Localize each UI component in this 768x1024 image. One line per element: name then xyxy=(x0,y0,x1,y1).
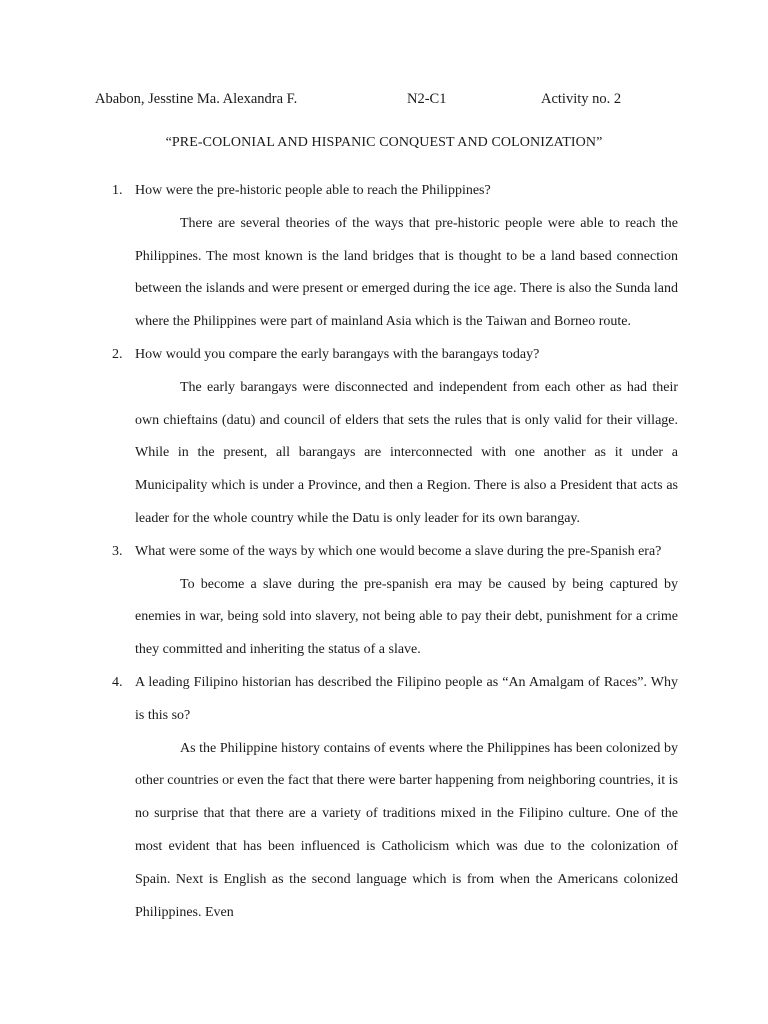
question-item-3 xyxy=(0,536,768,667)
question-number: 4. xyxy=(112,674,123,690)
question-text: What were some of the ways by which one would become a slave during the pre-Spanish era? xyxy=(135,543,662,559)
question-text: A leading Filipino historian has described the Filipino people as “An Amalgam of Races”. Why is this so? xyxy=(135,674,678,723)
question-number: 3. xyxy=(112,543,123,559)
section-code: N2-C1 xyxy=(407,91,447,107)
question-item-2 xyxy=(0,339,768,536)
answer-paragraph: There are several theories of the ways that pre-historic people were able to reach the Philippines. The most known is the land bridges that is thought to be a land based connection between the islands and were present or emerged during the ice age. There is also the Sunda land where the Philippines were part of mainland Asia which is the Taiwan and Borneo route. xyxy=(135,215,678,330)
answer-paragraph: To become a slave during the pre-spanish era may be caused by being captured by enemies in war, being sold into slavery, not being able to pay their debt, punishment for a crime they committed and inheriting the status of a slave. xyxy=(135,576,678,658)
student-name: Ababon, Jesstine Ma. Alexandra F. xyxy=(95,91,298,107)
question-text: How would you compare the early barangays with the barangays today? xyxy=(135,346,540,362)
activity-number: Activity no. 2 xyxy=(541,91,622,107)
question-item-1 xyxy=(0,175,768,339)
question-text: How were the pre-historic people able to reach the Philippines? xyxy=(135,183,491,198)
document-header xyxy=(95,91,695,113)
question-item-4 xyxy=(0,667,768,929)
answer-paragraph: As the Philippine history contains of events where the Philippines has been colonized by other countries or even the fact that there were barter happening from neighboring countries, it is no surprise that that there are a variety of traditions mixed in the Filipino culture. One of the most evident that has been influenced is Catholicism which was due to the colonization of Spain. Next is English as the second language which is from when the Americans colonized Philippines. Even xyxy=(135,740,678,920)
question-list xyxy=(0,175,768,929)
document-title: “PRE-COLONIAL AND HISPANIC CONQUEST AND COLONIZATION” xyxy=(165,135,603,150)
question-number: 2. xyxy=(112,346,123,362)
answer-paragraph: The early barangays were disconnected and independent from each other as had their own chieftains (datu) and council of elders that sets the rules that is only valid for their village. While in the present, all barangays are interconnected with one another as it under a Municipality which is under a Province, and then a Region. There is also a President that acts as leader for the whole country while the Datu is only leader for its own barangay. xyxy=(135,379,678,526)
question-number: 1. xyxy=(112,183,123,198)
